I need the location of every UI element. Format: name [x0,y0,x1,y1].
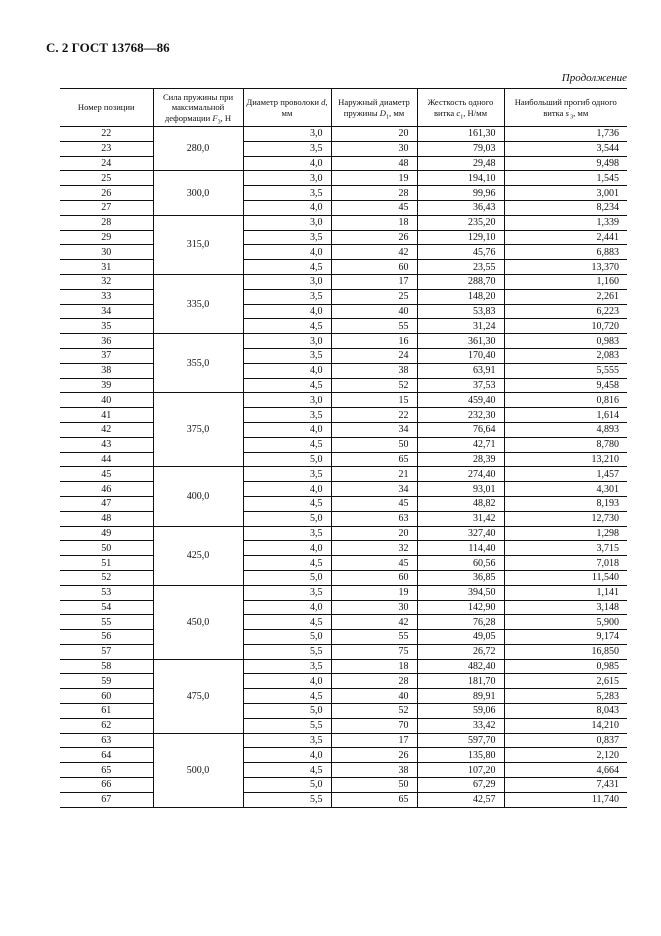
table-row [60,289,627,304]
position-cell: 42 [60,422,153,437]
wire-diameter-cell: 5,0 [243,630,331,645]
header-stiffness: Жесткость одного витка $c_1$, Н/мм [417,89,504,127]
outer-diameter-cell: 26 [331,748,417,763]
deflection-cell: 8,043 [504,704,627,719]
deflection-cell: 2,441 [504,230,627,245]
table-row [60,304,627,319]
stiffness-cell: 93,01 [417,482,504,497]
outer-diameter-cell: 24 [331,348,417,363]
outer-diameter-cell: 17 [331,733,417,748]
outer-diameter-cell: 18 [331,215,417,230]
wire-diameter-cell: 4,5 [243,615,331,630]
stiffness-cell: 31,42 [417,511,504,526]
force-cell: 400,0 [153,467,243,526]
table-row [60,674,627,689]
stiffness-cell: 361,30 [417,334,504,349]
wire-diameter-cell: 3,5 [243,141,331,156]
table-row [60,408,627,423]
stiffness-cell: 37,53 [417,378,504,393]
table-row [60,556,627,571]
deflection-cell: 11,740 [504,792,627,807]
stiffness-cell: 29,48 [417,156,504,171]
deflection-cell: 1,736 [504,127,627,142]
position-cell: 28 [60,215,153,230]
outer-diameter-cell: 50 [331,437,417,452]
wire-diameter-cell: 4,0 [243,156,331,171]
outer-diameter-cell: 65 [331,452,417,467]
deflection-cell: 5,900 [504,615,627,630]
deflection-cell: 0,983 [504,334,627,349]
deflection-cell: 5,283 [504,689,627,704]
wire-diameter-cell: 3,5 [243,348,331,363]
table-row [60,378,627,393]
wire-diameter-cell: 5,0 [243,570,331,585]
outer-diameter-cell: 45 [331,556,417,571]
wire-diameter-cell: 3,5 [243,526,331,541]
position-cell: 50 [60,541,153,556]
table-header-row [60,89,627,127]
force-cell: 475,0 [153,659,243,733]
position-cell: 66 [60,778,153,793]
table-row [60,644,627,659]
stiffness-cell: 194,10 [417,171,504,186]
outer-diameter-cell: 52 [331,378,417,393]
header-outer-diameter: Наружный диаметр пружины $D_1$, мм [331,89,417,127]
wire-diameter-cell: 4,0 [243,600,331,615]
wire-diameter-cell: 5,5 [243,718,331,733]
table-row [60,689,627,704]
position-cell: 48 [60,511,153,526]
deflection-cell: 7,018 [504,556,627,571]
position-cell: 53 [60,585,153,600]
force-cell: 425,0 [153,526,243,585]
wire-diameter-cell: 4,5 [243,260,331,275]
table-row [60,511,627,526]
deflection-cell: 13,210 [504,452,627,467]
deflection-cell: 6,883 [504,245,627,260]
deflection-cell: 10,720 [504,319,627,334]
force-cell: 500,0 [153,733,243,807]
deflection-cell: 4,893 [504,422,627,437]
deflection-cell: 5,555 [504,363,627,378]
table-row [60,127,627,142]
deflection-cell: 0,816 [504,393,627,408]
position-cell: 64 [60,748,153,763]
table-row [60,363,627,378]
deflection-cell: 11,540 [504,570,627,585]
position-cell: 41 [60,408,153,423]
deflection-cell: 1,614 [504,408,627,423]
stiffness-cell: 26,72 [417,644,504,659]
stiffness-cell: 42,57 [417,792,504,807]
wire-diameter-cell: 3,5 [243,467,331,482]
deflection-cell: 3,148 [504,600,627,615]
wire-diameter-cell: 3,0 [243,274,331,289]
wire-diameter-cell: 3,5 [243,733,331,748]
outer-diameter-cell: 70 [331,718,417,733]
table-row [60,792,627,807]
outer-diameter-cell: 25 [331,289,417,304]
outer-diameter-cell: 34 [331,422,417,437]
table-row [60,778,627,793]
outer-diameter-cell: 38 [331,763,417,778]
deflection-cell: 8,234 [504,200,627,215]
position-cell: 55 [60,615,153,630]
stiffness-cell: 59,06 [417,704,504,719]
position-cell: 60 [60,689,153,704]
stiffness-cell: 89,91 [417,689,504,704]
position-cell: 47 [60,496,153,511]
stiffness-cell: 28,39 [417,452,504,467]
force-cell: 450,0 [153,585,243,659]
wire-diameter-cell: 5,0 [243,511,331,526]
outer-diameter-cell: 38 [331,363,417,378]
wire-diameter-cell: 3,5 [243,289,331,304]
stiffness-cell: 327,40 [417,526,504,541]
wire-diameter-cell: 3,5 [243,186,331,201]
table-row [60,245,627,260]
position-cell: 26 [60,186,153,201]
stiffness-cell: 79,03 [417,141,504,156]
deflection-cell: 7,431 [504,778,627,793]
outer-diameter-cell: 52 [331,704,417,719]
stiffness-cell: 170,40 [417,348,504,363]
header-force: Сила пружины при максимальной деформации $F_3$, Н [153,89,243,127]
position-cell: 23 [60,141,153,156]
stiffness-cell: 67,29 [417,778,504,793]
table-row [60,570,627,585]
table-row [60,452,627,467]
wire-diameter-cell: 4,0 [243,674,331,689]
wire-diameter-cell: 4,0 [243,304,331,319]
outer-diameter-cell: 55 [331,630,417,645]
stiffness-cell: 53,83 [417,304,504,319]
position-cell: 40 [60,393,153,408]
deflection-cell: 9,174 [504,630,627,645]
table-row [60,274,627,289]
outer-diameter-cell: 75 [331,644,417,659]
force-cell: 280,0 [153,127,243,171]
stiffness-cell: 107,20 [417,763,504,778]
outer-diameter-cell: 40 [331,689,417,704]
wire-diameter-cell: 4,5 [243,556,331,571]
stiffness-cell: 394,50 [417,585,504,600]
table-row [60,141,627,156]
header-position: Номер позиции [60,89,153,127]
stiffness-cell: 76,28 [417,615,504,630]
position-cell: 32 [60,274,153,289]
table-row [60,585,627,600]
outer-diameter-cell: 63 [331,511,417,526]
deflection-cell: 4,301 [504,482,627,497]
wire-diameter-cell: 3,0 [243,334,331,349]
wire-diameter-cell: 5,5 [243,644,331,659]
position-cell: 63 [60,733,153,748]
position-cell: 31 [60,260,153,275]
deflection-cell: 2,615 [504,674,627,689]
wire-diameter-cell: 3,5 [243,585,331,600]
deflection-cell: 8,780 [504,437,627,452]
deflection-cell: 3,001 [504,186,627,201]
outer-diameter-cell: 21 [331,467,417,482]
stiffness-cell: 232,30 [417,408,504,423]
outer-diameter-cell: 60 [331,260,417,275]
stiffness-cell: 31,24 [417,319,504,334]
position-cell: 24 [60,156,153,171]
outer-diameter-cell: 28 [331,186,417,201]
position-cell: 54 [60,600,153,615]
deflection-cell: 12,730 [504,511,627,526]
deflection-cell: 3,715 [504,541,627,556]
stiffness-cell: 33,42 [417,718,504,733]
wire-diameter-cell: 4,0 [243,482,331,497]
stiffness-cell: 76,64 [417,422,504,437]
stiffness-cell: 148,20 [417,289,504,304]
page-header: С. 2 ГОСТ 13768—86 [46,40,170,55]
wire-diameter-cell: 4,0 [243,363,331,378]
outer-diameter-cell: 48 [331,156,417,171]
outer-diameter-cell: 15 [331,393,417,408]
position-cell: 22 [60,127,153,142]
wire-diameter-cell: 3,5 [243,230,331,245]
stiffness-cell: 63,91 [417,363,504,378]
table-row [60,348,627,363]
table-row [60,422,627,437]
wire-diameter-cell: 3,0 [243,171,331,186]
position-cell: 27 [60,200,153,215]
deflection-cell: 3,544 [504,141,627,156]
position-cell: 37 [60,348,153,363]
outer-diameter-cell: 17 [331,274,417,289]
table-row [60,230,627,245]
stiffness-cell: 597,70 [417,733,504,748]
force-cell: 355,0 [153,334,243,393]
outer-diameter-cell: 30 [331,600,417,615]
stiffness-cell: 23,55 [417,260,504,275]
outer-diameter-cell: 42 [331,615,417,630]
wire-diameter-cell: 4,5 [243,496,331,511]
wire-diameter-cell: 4,5 [243,319,331,334]
stiffness-cell: 114,40 [417,541,504,556]
stiffness-cell: 181,70 [417,674,504,689]
table-row [60,659,627,674]
table-row [60,748,627,763]
deflection-cell: 2,083 [504,348,627,363]
position-cell: 62 [60,718,153,733]
position-cell: 51 [60,556,153,571]
outer-diameter-cell: 55 [331,319,417,334]
outer-diameter-cell: 50 [331,778,417,793]
position-cell: 39 [60,378,153,393]
spring-parameters-table [60,88,627,808]
table-row [60,215,627,230]
deflection-cell: 9,498 [504,156,627,171]
position-cell: 59 [60,674,153,689]
deflection-cell: 1,457 [504,467,627,482]
deflection-cell: 16,850 [504,644,627,659]
position-cell: 45 [60,467,153,482]
position-cell: 36 [60,334,153,349]
deflection-cell: 6,223 [504,304,627,319]
force-cell: 375,0 [153,393,243,467]
table-row [60,171,627,186]
deflection-cell: 1,545 [504,171,627,186]
table-row [60,334,627,349]
stiffness-cell: 274,40 [417,467,504,482]
table-row [60,482,627,497]
outer-diameter-cell: 28 [331,674,417,689]
position-cell: 30 [60,245,153,260]
outer-diameter-cell: 18 [331,659,417,674]
stiffness-cell: 135,80 [417,748,504,763]
table-row [60,260,627,275]
outer-diameter-cell: 22 [331,408,417,423]
deflection-cell: 14,210 [504,718,627,733]
outer-diameter-cell: 20 [331,127,417,142]
stiffness-cell: 142,90 [417,600,504,615]
wire-diameter-cell: 5,0 [243,452,331,467]
stiffness-cell: 48,82 [417,496,504,511]
outer-diameter-cell: 42 [331,245,417,260]
table-row [60,186,627,201]
position-cell: 46 [60,482,153,497]
position-cell: 33 [60,289,153,304]
outer-diameter-cell: 20 [331,526,417,541]
position-cell: 29 [60,230,153,245]
deflection-cell: 9,458 [504,378,627,393]
stiffness-cell: 36,43 [417,200,504,215]
table-row [60,704,627,719]
table-row [60,496,627,511]
outer-diameter-cell: 30 [331,141,417,156]
wire-diameter-cell: 3,0 [243,127,331,142]
stiffness-cell: 49,05 [417,630,504,645]
position-cell: 58 [60,659,153,674]
stiffness-cell: 235,20 [417,215,504,230]
wire-diameter-cell: 4,0 [243,422,331,437]
outer-diameter-cell: 45 [331,496,417,511]
header-wire-diameter: Диаметр проволоки d, мм [243,89,331,127]
outer-diameter-cell: 34 [331,482,417,497]
table-row [60,600,627,615]
table-row [60,319,627,334]
wire-diameter-cell: 5,5 [243,792,331,807]
wire-diameter-cell: 5,0 [243,778,331,793]
deflection-cell: 2,261 [504,289,627,304]
wire-diameter-cell: 4,0 [243,200,331,215]
table-row [60,467,627,482]
stiffness-cell: 42,71 [417,437,504,452]
wire-diameter-cell: 4,5 [243,437,331,452]
position-cell: 65 [60,763,153,778]
position-cell: 57 [60,644,153,659]
table-row [60,526,627,541]
outer-diameter-cell: 19 [331,585,417,600]
table-row [60,200,627,215]
outer-diameter-cell: 65 [331,792,417,807]
outer-diameter-cell: 40 [331,304,417,319]
stiffness-cell: 36,85 [417,570,504,585]
outer-diameter-cell: 60 [331,570,417,585]
position-cell: 44 [60,452,153,467]
wire-diameter-cell: 4,5 [243,763,331,778]
table-row [60,718,627,733]
header-deflection: Наибольший прогиб одного витка $s'_3$, мм [504,89,627,127]
table-row [60,615,627,630]
table-body [60,127,627,808]
wire-diameter-cell: 4,0 [243,541,331,556]
table-row [60,733,627,748]
deflection-cell: 8,193 [504,496,627,511]
wire-diameter-cell: 3,5 [243,408,331,423]
position-cell: 25 [60,171,153,186]
stiffness-cell: 45,76 [417,245,504,260]
stiffness-cell: 482,40 [417,659,504,674]
force-cell: 300,0 [153,171,243,215]
table-row [60,630,627,645]
position-cell: 56 [60,630,153,645]
position-cell: 61 [60,704,153,719]
continuation-label: Продолжение [561,72,627,84]
wire-diameter-cell: 3,5 [243,659,331,674]
outer-diameter-cell: 19 [331,171,417,186]
position-cell: 43 [60,437,153,452]
outer-diameter-cell: 16 [331,334,417,349]
stiffness-cell: 459,40 [417,393,504,408]
wire-diameter-cell: 4,5 [243,689,331,704]
position-cell: 52 [60,570,153,585]
wire-diameter-cell: 4,5 [243,378,331,393]
table-row [60,763,627,778]
deflection-cell: 4,664 [504,763,627,778]
deflection-cell: 13,370 [504,260,627,275]
deflection-cell: 1,339 [504,215,627,230]
table-row [60,437,627,452]
deflection-cell: 2,120 [504,748,627,763]
force-cell: 315,0 [153,215,243,274]
force-cell: 335,0 [153,274,243,333]
table-row [60,156,627,171]
outer-diameter-cell: 32 [331,541,417,556]
deflection-cell: 1,141 [504,585,627,600]
stiffness-cell: 288,70 [417,274,504,289]
outer-diameter-cell: 45 [331,200,417,215]
wire-diameter-cell: 5,0 [243,704,331,719]
wire-diameter-cell: 3,0 [243,393,331,408]
position-cell: 35 [60,319,153,334]
wire-diameter-cell: 3,0 [243,215,331,230]
wire-diameter-cell: 4,0 [243,245,331,260]
stiffness-cell: 99,96 [417,186,504,201]
wire-diameter-cell: 4,0 [243,748,331,763]
stiffness-cell: 161,30 [417,127,504,142]
deflection-cell: 0,837 [504,733,627,748]
stiffness-cell: 60,56 [417,556,504,571]
deflection-cell: 1,298 [504,526,627,541]
position-cell: 49 [60,526,153,541]
position-cell: 67 [60,792,153,807]
deflection-cell: 0,985 [504,659,627,674]
position-cell: 34 [60,304,153,319]
table-row [60,393,627,408]
table-row [60,541,627,556]
outer-diameter-cell: 26 [331,230,417,245]
position-cell: 38 [60,363,153,378]
deflection-cell: 1,160 [504,274,627,289]
stiffness-cell: 129,10 [417,230,504,245]
